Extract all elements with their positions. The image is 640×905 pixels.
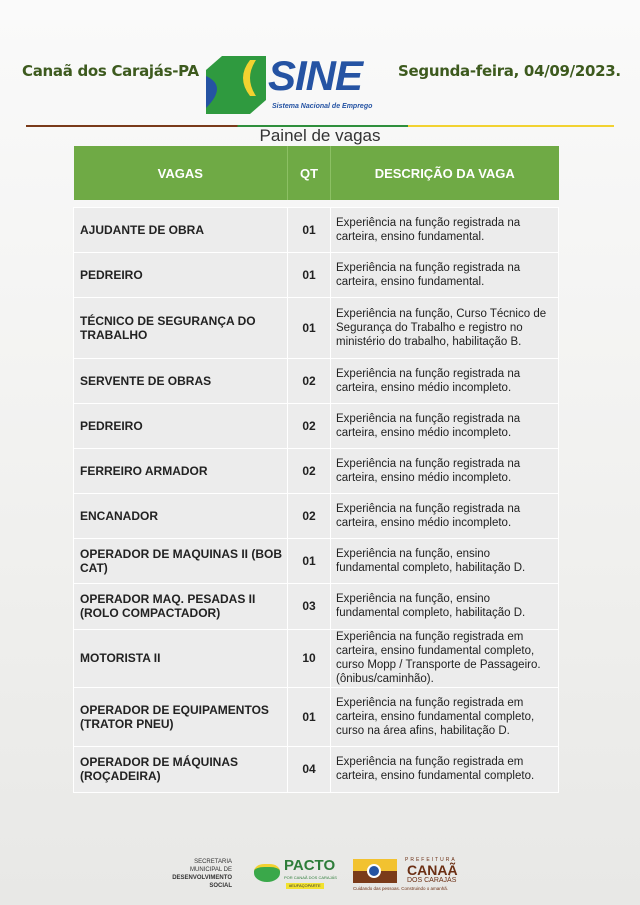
job-description: Experiência na função, Curso Técnico de Segurança do Trabalho e registro no ministério do trabalho, habilitação B. [331,297,559,358]
job-title: TÉCNICO DE SEGURANÇA DO TRABALHO [74,297,288,358]
municipal-flag-icon [353,859,397,883]
prefeitura-slogan: Cuidando das pessoas. Construindo o amanhã. [353,886,449,891]
quantity: 03 [288,583,331,629]
pacto-tag: #EUFAÇOPARTE [286,883,324,889]
job-title: OPERADOR MAQ. PESADAS II (ROLO COMPACTADOR) [74,583,288,629]
table-row [74,493,559,538]
job-description: Experiência na função registrada na carteira, ensino fundamental. [331,207,559,252]
quantity: 02 [288,448,331,493]
table-row [74,207,559,252]
table-row [74,448,559,493]
prefeitura-name: CANAÃ [407,862,458,878]
table-row [74,358,559,403]
job-description: Experiência na função registrada na carteira, ensino médio incompleto. [331,493,559,538]
secretaria-line: SECRETARIA [194,859,232,865]
table-row [74,746,559,792]
sine-flag-icon [206,56,266,114]
quantity: 04 [288,746,331,792]
sine-logo-subtitle: Sistema Nacional de Emprego [272,103,373,110]
secretaria-line: SOCIAL [209,883,232,889]
sine-logo [206,52,382,114]
job-description: Experiência na função registrada em carteira, ensino fundamental completo, curso na área afins, habilitação D. [331,687,559,746]
column-header-qt: QT [288,146,331,200]
job-description: Experiência na função registrada na carteira, ensino médio incompleto. [331,448,559,493]
city-label: Canaã dos Carajás-PA [22,62,199,80]
job-title: MOTORISTA II [74,629,288,687]
job-title: FERREIRO ARMADOR [74,448,288,493]
date-label: Segunda-feira, 04/09/2023. [398,62,621,80]
sine-logo-text: SINE [268,52,363,99]
prefeitura-name-2: DOS CARAJÁS [407,877,457,884]
table-row [74,629,559,687]
table-row [74,583,559,629]
table-row [74,538,559,583]
quantity: 01 [288,297,331,358]
table-row [74,252,559,297]
table-row [74,687,559,746]
column-header-descricao: DESCRIÇÃO DA VAGA [331,146,559,200]
quantity: 01 [288,252,331,297]
quantity: 01 [288,538,331,583]
secretaria-line: DESENVOLVIMENTO [172,875,232,881]
job-title: SERVENTE DE OBRAS [74,358,288,403]
column-header-vagas: VAGAS [74,146,288,200]
job-description: Experiência na função, ensino fundamental completo, habilitação D. [331,583,559,629]
quantity: 10 [288,629,331,687]
pacto-logo [254,858,338,892]
table-row [74,403,559,448]
job-title: OPERADOR DE MAQUINAS II (BOB CAT) [74,538,288,583]
job-description: Experiência na função registrada em carteira, ensino fundamental completo. [331,746,559,792]
quantity: 02 [288,358,331,403]
secretaria-logo [160,858,232,890]
table-row [74,297,559,358]
quantity: 02 [288,403,331,448]
job-description: Experiência na função registrada na carteira, ensino médio incompleto. [331,403,559,448]
quantity: 01 [288,687,331,746]
handshake-icon [254,864,280,882]
job-title: AJUDANTE DE OBRA [74,207,288,252]
job-title: OPERADOR DE EQUIPAMENTOS (TRATOR PNEU) [74,687,288,746]
page-title: Painel de vagas [259,126,381,145]
prefeitura-label: PREFEITURA [405,857,457,863]
job-description: Experiência na função registrada na carteira, ensino médio incompleto. [331,358,559,403]
job-title: PEDREIRO [74,252,288,297]
prefeitura-logo [353,857,463,893]
vacancies-table [73,146,559,793]
job-title: OPERADOR DE MÁQUINAS (ROÇADEIRA) [74,746,288,792]
pacto-title: PACTO [284,857,336,874]
quantity: 02 [288,493,331,538]
job-title: PEDREIRO [74,403,288,448]
job-description: Experiência na função registrada na carteira, ensino fundamental. [331,252,559,297]
job-description: Experiência na função, ensino fundamental completo, habilitação D. [331,538,559,583]
pacto-sub: POR CANAÃ DOS CARAJÁS [284,875,337,880]
job-description: Experiência na função registrada em carteira, ensino fundamental completo, curso Mopp / Transporte de Passageiro. (ônibus/caminhão). [331,629,559,687]
quantity: 01 [288,207,331,252]
job-title: ENCANADOR [74,493,288,538]
secretaria-line: MUNICIPAL DE [189,867,232,873]
